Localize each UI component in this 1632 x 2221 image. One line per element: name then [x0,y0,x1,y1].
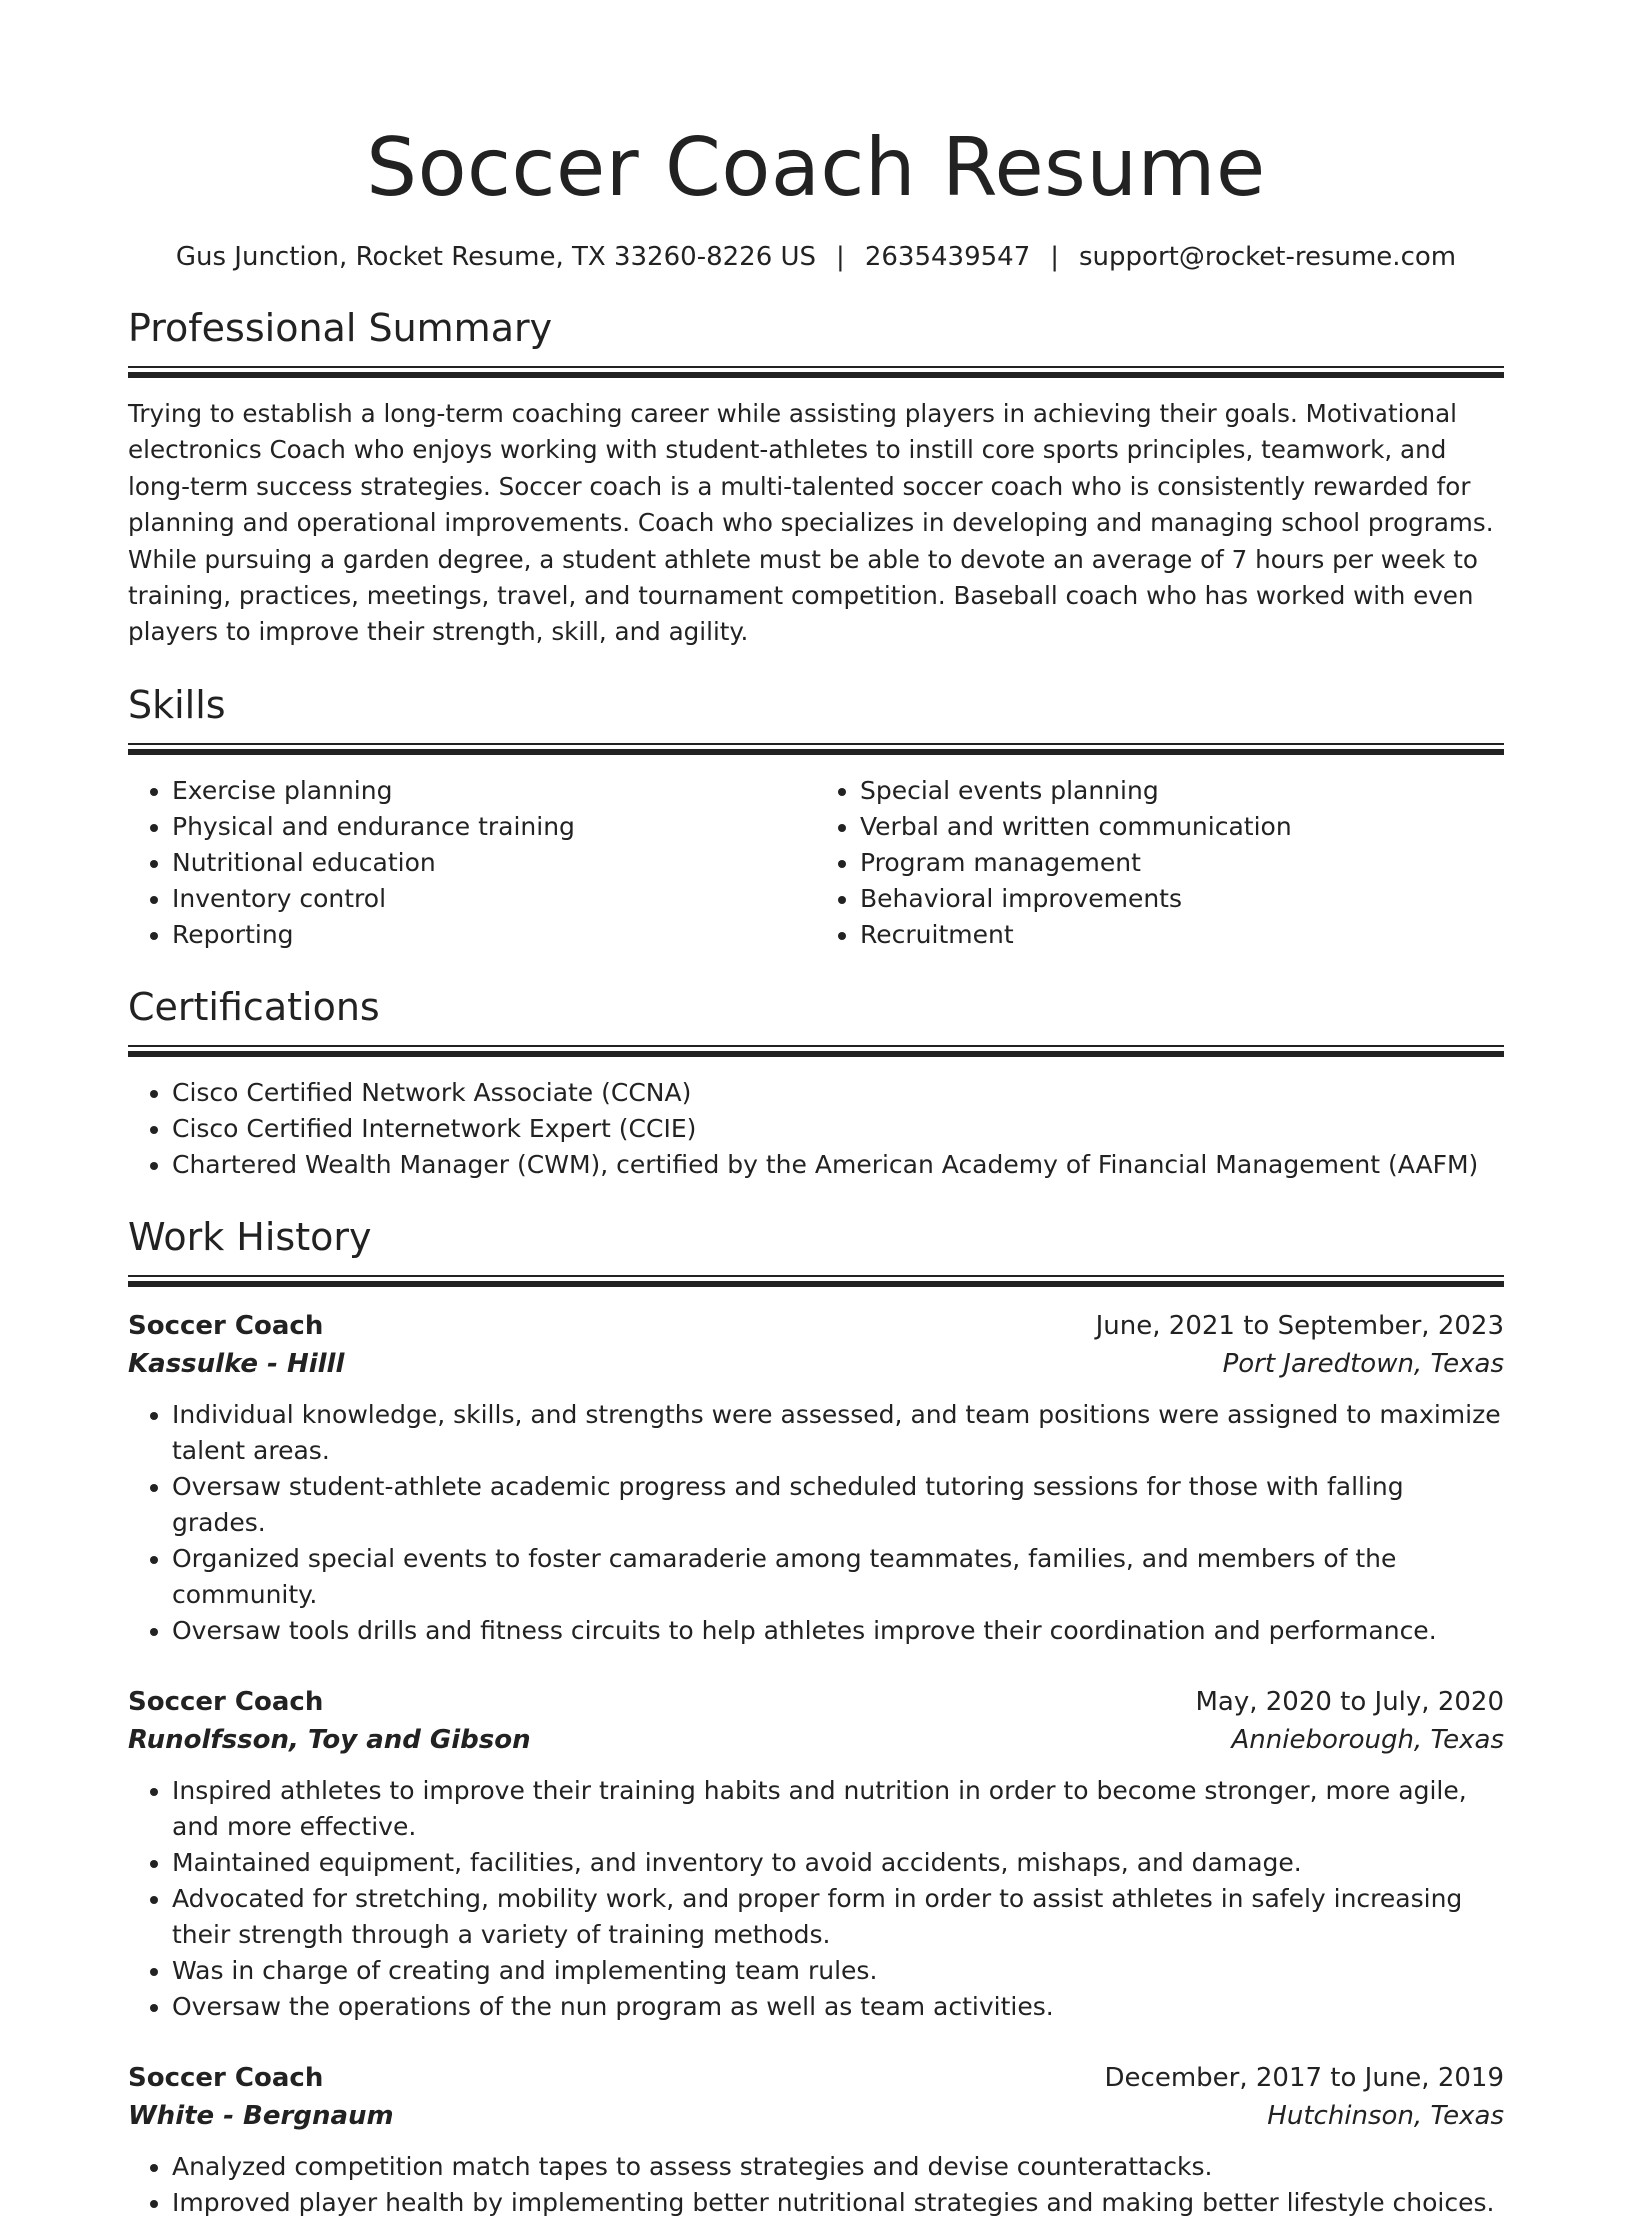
job-location: Annieborough, Texas [1231,1724,1504,1755]
summary-section [128,304,1504,651]
job-dates: June, 2021 to September, 2023 [1095,1310,1504,1341]
job-duty-item: • Analyzed competition match tapes to assess strategies and devise counterattacks. [172,2149,1504,2185]
skill-item: • Exercise planning [172,773,816,809]
job-duty-item: • Organized special events to foster camaraderie among teammates, families, and members of the community. [172,1541,1504,1613]
skill-item: • Physical and endurance training [172,809,816,845]
certification-item: • Cisco Certified Network Associate (CCNA) [172,1075,1504,1111]
section-divider [128,366,1504,378]
job-duty-item: • Oversaw tools drills and fitness circuits to help athletes improve their coordination and performance. [172,1613,1504,1649]
skill-item: • Behavioral improvements [860,881,1504,917]
skills-heading: Skills [128,682,226,727]
job-company: Runolfsson, Toy and Gibson [128,1724,531,1755]
skill-item: • Inventory control [172,881,816,917]
skill-item: • Program management [860,845,1504,881]
job-company: Kassulke - Hilll [128,1348,345,1379]
job-entry [128,1307,1504,1649]
summary-heading: Professional Summary [128,306,553,350]
job-duty-item: • Maintained equipment, facilities, and inventory to avoid accidents, mishaps, and damage. [172,1845,1504,1881]
job-location: Port Jaredtown, Texas [1222,1348,1504,1379]
summary-body [128,396,1504,651]
certifications-section [128,983,1504,1183]
job-dates: May, 2020 to July, 2020 [1195,1686,1504,1717]
contact-line [128,240,1504,274]
job-company-row [128,2097,1504,2135]
job-duties-list [128,2149,1504,2221]
job-location: Hutchinson, Texas [1267,2100,1504,2131]
skill-item: • Reporting [172,917,816,953]
contact-email: support@rocket-resume.com [1079,242,1457,272]
job-title: Soccer Coach [128,1686,324,1717]
job-header-row [128,2059,1504,2097]
skills-list-right [816,773,1504,953]
job-company-row [128,1345,1504,1383]
section-divider [128,743,1504,755]
job-duty-item: • Improved player health by implementing better nutritional strategies and making better lifestyle choices. [172,2185,1504,2221]
contact-address: Gus Junction, Rocket Resume, TX 33260-8226 US [175,242,817,272]
job-duties-list [128,1397,1504,1649]
skills-list-left [128,773,816,953]
job-company: White - Bergnaum [128,2100,394,2131]
skills-column-left [128,773,816,953]
resume-title: Soccer Coach Resume [366,121,1266,214]
certifications-heading: Certifications [128,984,380,1029]
job-duty-item: • Oversaw the operations of the nun program as well as team activities. [172,1989,1504,2025]
skills-grid [128,773,1504,953]
contact-phone: 2635439547 [864,242,1031,272]
job-title: Soccer Coach [128,1310,324,1341]
job-duty-item: • Inspired athletes to improve their training habits and nutrition in order to become stronger, more agile, and more effective. [172,1773,1504,1845]
section-divider [128,1275,1504,1287]
certification-item: • Chartered Wealth Manager (CWM), certified by the American Academy of Financial Management (AAFM) [172,1147,1504,1183]
contact-separator: | [1050,242,1059,272]
job-title: Soccer Coach [128,2062,324,2093]
job-duty-item: • Oversaw student-athlete academic progress and scheduled tutoring sessions for those with falling grades. [172,1469,1504,1541]
skill-item: • Nutritional education [172,845,816,881]
job-header-row [128,1683,1504,1721]
work-history-heading: Work History [128,1214,372,1259]
job-duty-item: • Was in charge of creating and implementing team rules. [172,1953,1504,1989]
job-dates: December, 2017 to June, 2019 [1104,2062,1504,2093]
work-history-section [128,1213,1504,2221]
skills-column-right [816,773,1504,953]
skills-section [128,681,1504,953]
summary-text: Trying to establish a long-term coaching career while assisting players in achieving their goals. Motivational electronics Coach who enjoys working with student-athletes to instill core sports principles, teamwork, and long-term success strategies. Soccer coach is a multi-talented soccer coach who is consistently rewarded for planning and operational improvements. Coach who specializes in developing and managing school programs. While pursuing a garden degree, a student athlete must be able to devote an average of 7 hours per week to training, practices, meetings, travel, and tournament competition. Baseball coach who has worked with even players to improve their strength, skill, and agility. [128,399,1494,647]
contact-separator: | [836,242,845,272]
job-duty-item: • Advocated for stretching, mobility work, and proper form in order to assist athletes in safely increasing their strength through a variety of training methods. [172,1881,1504,1953]
job-entry [128,2059,1504,2221]
section-divider [128,1045,1504,1057]
skill-item: • Verbal and written communication [860,809,1504,845]
certification-item: • Cisco Certified Internetwork Expert (CCIE) [172,1111,1504,1147]
job-header-row [128,1307,1504,1345]
job-duties-list [128,1773,1504,2025]
job-entry [128,1683,1504,2025]
job-company-row [128,1721,1504,1759]
certifications-body [128,1075,1504,1183]
certifications-list [128,1075,1504,1183]
skill-item: • Special events planning [860,773,1504,809]
job-duty-item: • Individual knowledge, skills, and strengths were assessed, and team positions were assigned to maximize talent areas. [172,1397,1504,1469]
skill-item: • Recruitment [860,917,1504,953]
